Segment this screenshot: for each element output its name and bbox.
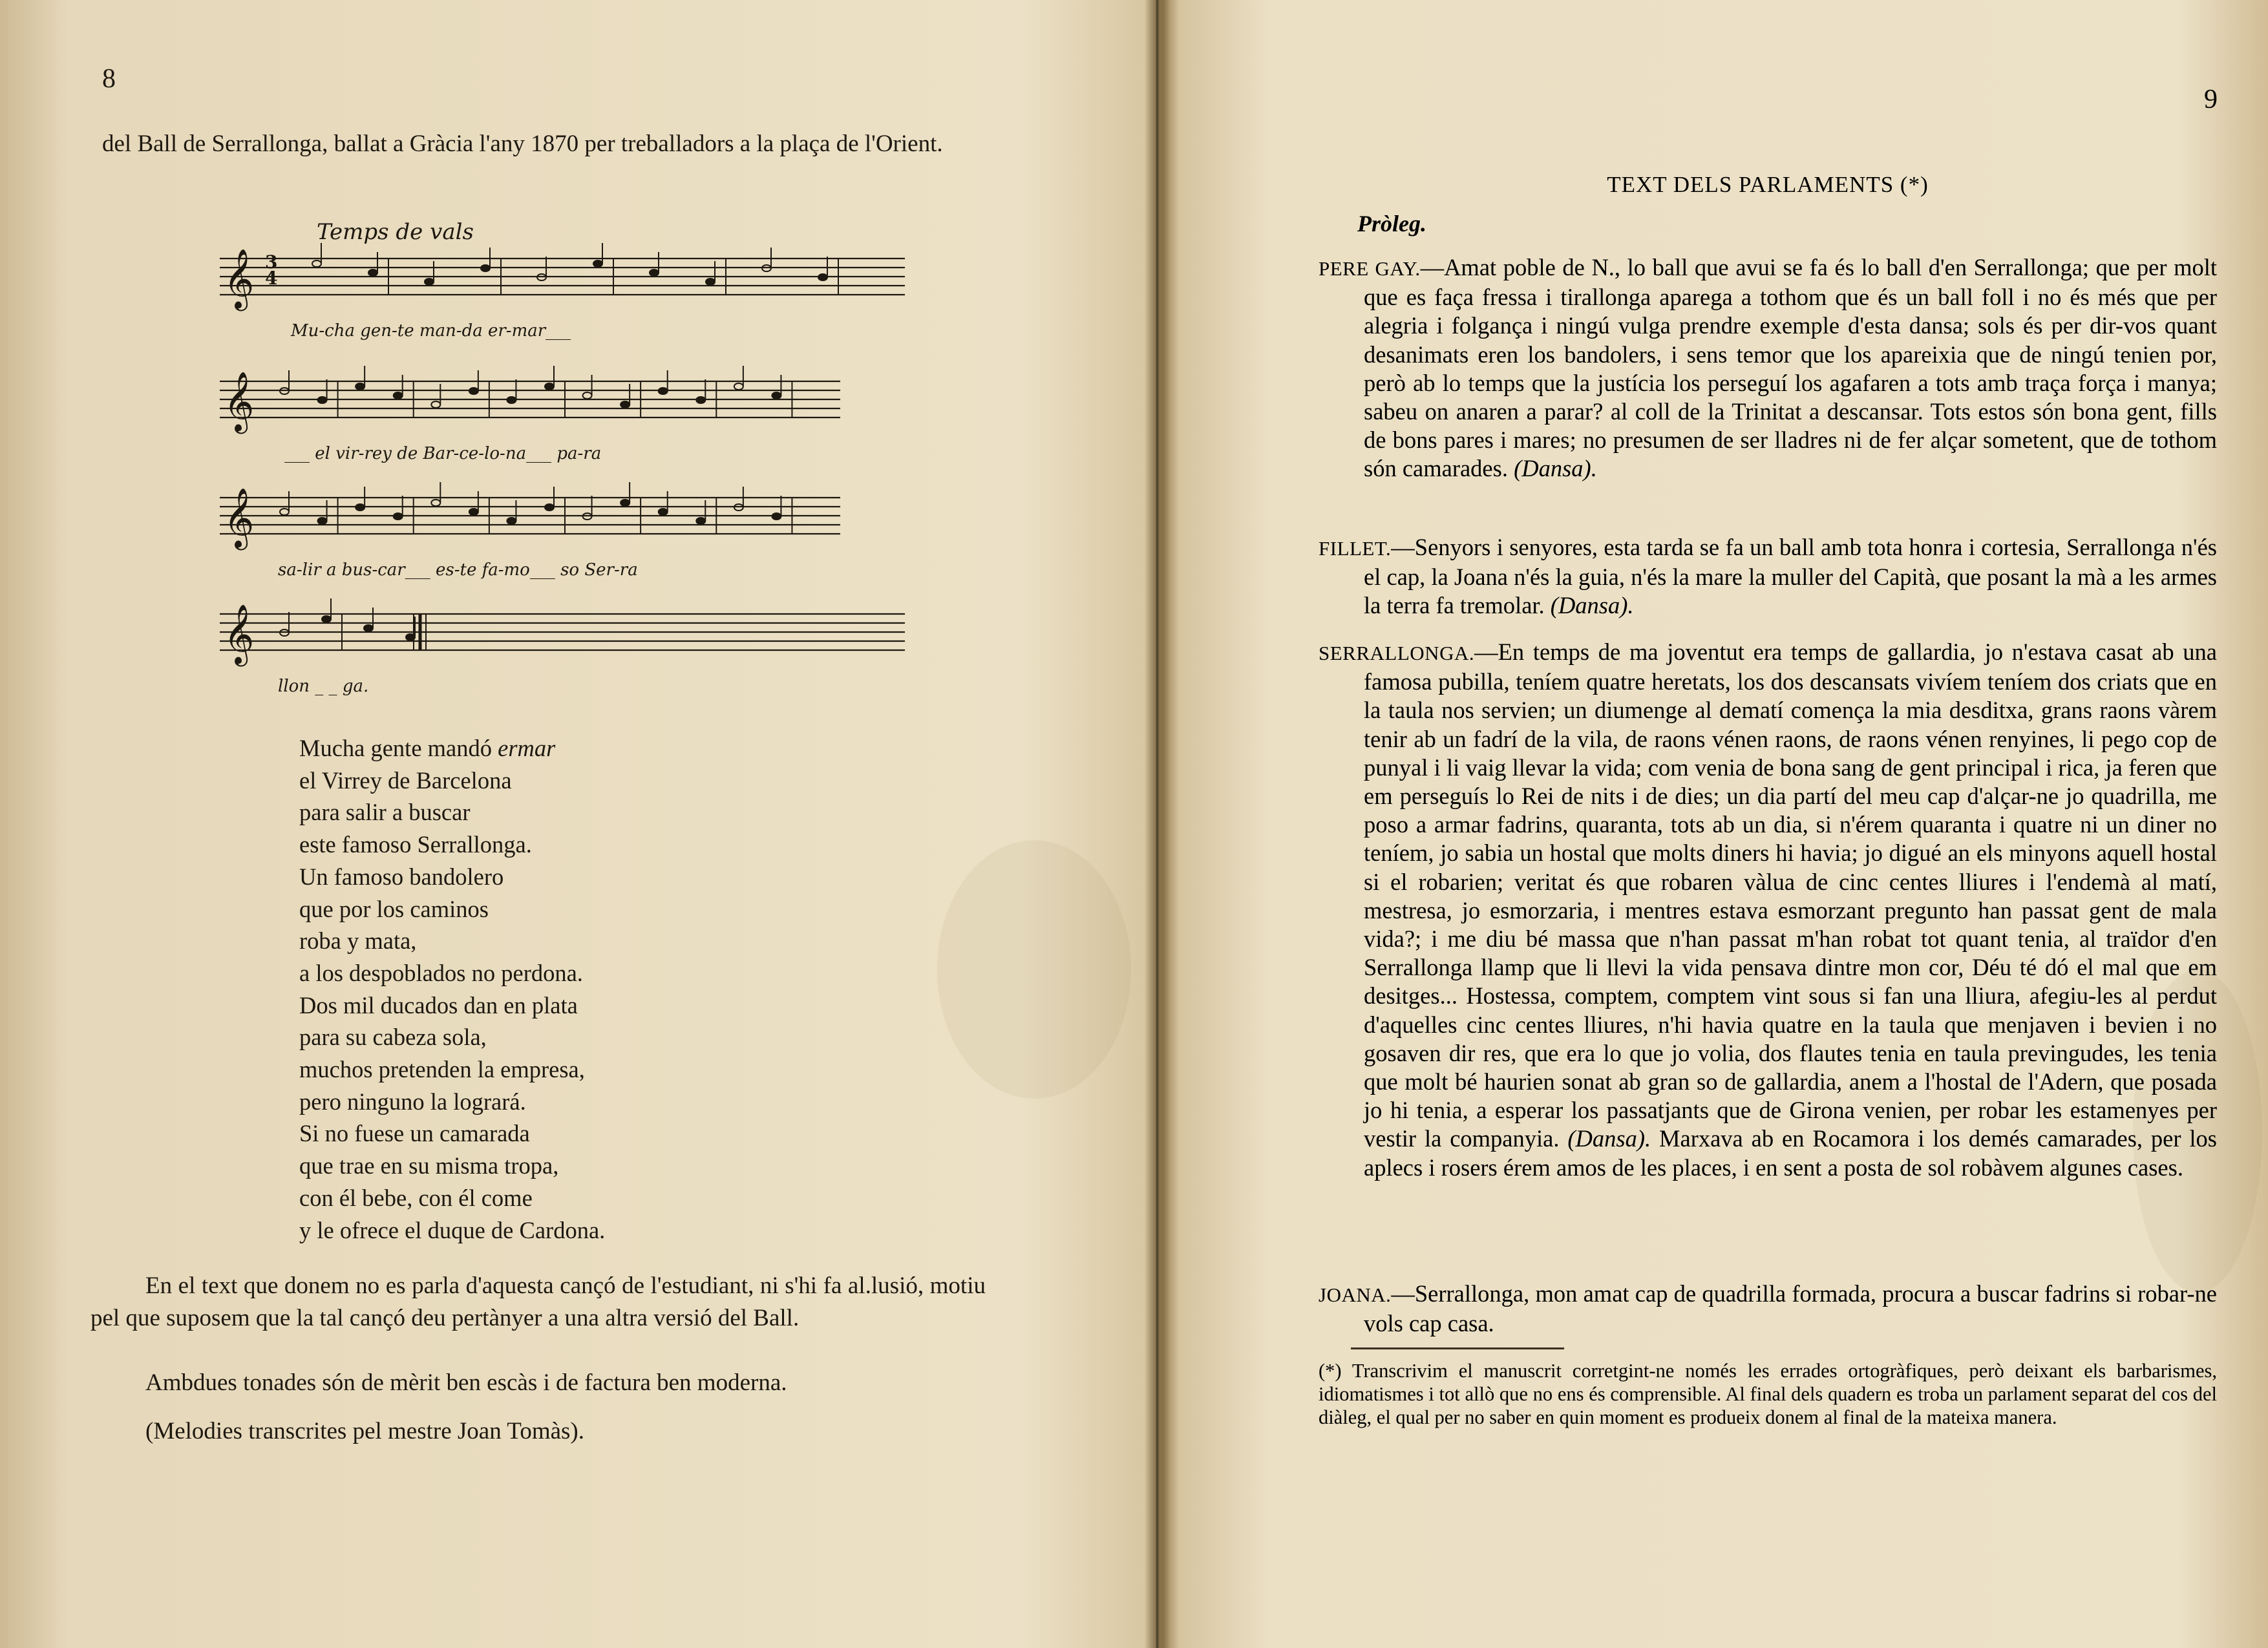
stage-direction: (Dansa).	[1567, 1125, 1651, 1152]
verse-line: que trae en su misma tropa,	[299, 1152, 559, 1179]
note-head	[696, 397, 705, 403]
note-head	[620, 500, 630, 506]
speaker-name: SERRALLONGA.	[1319, 642, 1475, 664]
footnote-divider	[1351, 1347, 1564, 1349]
verse-line: este famoso Serrallonga.	[299, 831, 532, 858]
verse-line: con él bebe, con él come	[299, 1184, 533, 1211]
note-head	[583, 392, 592, 399]
transcription-credit: (Melodies transcrites pel mestre Joan Tomàs).	[145, 1418, 584, 1444]
note-head	[650, 269, 659, 276]
note-head	[322, 616, 331, 622]
lyric-line: sa-lir a bus-car___ es-te fa-mo___ so Ser-ra	[278, 560, 638, 580]
note-head	[818, 274, 827, 280]
verse-line: pero ninguno la logrará.	[299, 1088, 526, 1115]
intro-text: del Ball de Serrallonga, ballat a Gràcia l'any 1870 per treballadors a la plaça de l'Orient.	[102, 131, 943, 157]
note-head	[431, 500, 440, 506]
note-head	[659, 388, 668, 394]
note-head	[469, 509, 478, 515]
prologue-title: Pròleg.	[1357, 211, 1426, 237]
page-number: 9	[2204, 85, 2218, 114]
treble-clef-icon: 𝄞	[224, 604, 255, 664]
verse-line: a los despoblados no perdona.	[299, 959, 583, 986]
speech-text: —Senyors i senyores, esta tarda se fa un ball amb tota honra i cortesia, Serrallonga n'és el cap, la Joana n'és la guia, n'és la mare la muller del Capità, que posant la mà a les armes la terra fa tremolar.	[1364, 534, 2217, 619]
verse-line: para salir a buscar	[299, 799, 471, 826]
note-head	[469, 388, 478, 394]
note-head	[620, 401, 630, 408]
lyric-line: ___ el vir-rey de Bar-ce-lo-na___ pa-ra	[284, 444, 602, 463]
note-head	[481, 265, 490, 271]
note-head	[280, 509, 289, 515]
body-paragraph: Ambdues tonades són de mèrit ben escàs i de factura ben moderna.	[145, 1369, 787, 1396]
speech-text: —Serrallonga, mon amat cap de quadrilla formada, procura a buscar fadrins si robar-ne vols cap casa.	[1364, 1280, 2217, 1337]
speech-text: —Amat poble de N., lo ball que avui se fa és lo ball d'en Serrallonga; que per molt que es faça fressa i tirallonga aparega a tothom que és un ball foll i no és més que per alegria i folgança i ningú vulga prendre exemple d'esta dansa; sols és per dir-vos quant desanimats eren los bandolers, i sens temor que los apareixia que de ningú tenien por, però ab lo temps que la justícia los perseguí los agafaren a tots amb traça força i manya; sabeu on anaren a parar? al coll de la Trinitat a descansar. Tots estos són bona gent, fills de bons pares i mares; no presumen de ser lladres ni de fer alçar sometent, que de tothom són camarades.	[1364, 254, 2218, 482]
note-head	[659, 509, 668, 515]
verse-line: roba y mata,	[299, 927, 417, 955]
note-head	[507, 518, 516, 524]
treble-clef-icon: 𝄞	[224, 487, 255, 547]
tempo-marking: Temps de vals	[317, 219, 474, 245]
lyric-line: Mu-cha gen-te man-da er-mar___	[291, 321, 571, 341]
time-signature: 4	[265, 268, 278, 289]
song-verse	[299, 732, 605, 1246]
note-head	[355, 504, 365, 511]
stage-direction: (Dansa).	[1550, 592, 1634, 619]
speaker-name: PERE GAY.	[1319, 257, 1421, 280]
speech-joana	[1319, 1280, 2217, 1338]
note-head	[355, 383, 365, 390]
note-head	[394, 392, 403, 399]
speech-serrallonga	[1319, 638, 2217, 1182]
body-paragraph: En el text que donem no es parla d'aquesta cançó de l'estudiant, ni s'hi fa al.lusió, motiu pel que suposem que la tal cançó deu pertànyer a una altra versió del Ball.	[90, 1273, 986, 1331]
speaker-name: JOANA.	[1319, 1284, 1392, 1306]
music-score	[200, 213, 911, 711]
note-head	[706, 279, 715, 285]
note-head	[545, 383, 554, 390]
note-head	[312, 260, 321, 267]
note-head	[593, 260, 602, 267]
section-heading: TEXT DELS PARLAMENTS (*)	[1607, 172, 1929, 197]
verse-line: muchos pretenden la empresa,	[299, 1056, 585, 1083]
note-head	[772, 513, 781, 520]
note-head	[318, 518, 327, 524]
footnote: (*) Transcrivim el manuscrit corretgint-ne només les errades ortogràfiques, però deixant els barbarismes, idiomatismes i tot allò que no ens és comprensible. Al final dels quadern es troba un parlament separat del cos del diàleg, el qual per no saber en quin moment es produeix donem al final de la mateixa manera.	[1319, 1360, 2217, 1428]
note-head	[425, 279, 434, 285]
note-head	[431, 401, 440, 408]
note-head	[772, 392, 781, 399]
note-head	[545, 504, 554, 511]
speech-text: —En temps de ma joventut era temps de gallardia, jo n'estava casat ab una famosa pubilla, teníem quatre heretats, los dos descansats vivíem teníem dos criats que en la taula nos servien; un diumenge al dematí comença la mia desditxa, grans raons vàrem tenir ab un fadrí de la vila, de raons vénen raons, de raons vénen renyines, li pego cop de punyal i li vaig llevar la vida; com venia de bona sang de gent principal i rica, ja feren que em perseguís lo Rei de nits i de dies; un dia partí del meu cap d'alçar-ne jo quadrilla, me poso a armar fadrins, quaranta, tots ab un dia, si n'érem quaranta i quatre ni un diner no teníem, jo sabia un hostal que molts diners hi havia; jo digué an els minyons aquell hostal si el robarien; veritat és que robaren vàlua de cinc centes lliures i l'endemà al matí, mestresa, jo esmorzaria, i mentres estava esmorzant pregunto han passat gent de mala vida?; i me diu bé massa que n'han passat m'han robat tot quant tenia, al traïdor d'en Serrallonga llamp que li llevi la vida pensava dintre mon cor, Déu té dó el mal que em desitges... Hostessa, comptem, comptem vint sous si fan una lliura, afegiu-les al perdut d'aquelles cinc centes lliures, n'hi havia quatre en la taula que menjaven i bevien i no gosaven dir res, que era lo que jo volia, dos flautes tenia en taula previngudes, les tenia que molt bé haurien sonat ab gran so de gallardia, anem a l'hostal de l'Adern, que posada jo hi tenia, a esperar los passatjants que de Girona venien, per robar les estamenyes per vestir la companyia.	[1364, 639, 2217, 1152]
note-head	[507, 397, 516, 403]
verse-line: que por los caminos	[299, 895, 489, 922]
speech-pere-gay	[1319, 253, 2217, 483]
note-head	[368, 269, 377, 276]
verse-line: Si no fuese un camarada	[299, 1120, 530, 1147]
stage-direction: (Dansa).	[1514, 455, 1597, 482]
note-head	[394, 513, 403, 520]
speech-fillet	[1319, 533, 2217, 620]
verse-line: Mucha gente mandó ermar	[299, 735, 556, 761]
speaker-name: FILLET.	[1319, 537, 1392, 560]
time-signature: 3	[265, 251, 278, 273]
note-head	[364, 625, 373, 631]
verse-line: y le ofrece el duque de Cardona.	[299, 1216, 606, 1243]
page-number: 8	[102, 64, 116, 94]
verse-line: el Virrey de Barcelona	[299, 766, 512, 794]
verse-line: Un famoso bandolero	[299, 863, 504, 890]
lyric-line: llon _ _ ga.	[278, 677, 369, 696]
treble-clef-icon: 𝄞	[224, 371, 255, 431]
verse-line: Dos mil ducados dan en plata	[299, 991, 578, 1019]
verse-line: para su cabeza sola,	[299, 1024, 487, 1051]
note-head	[696, 518, 705, 524]
treble-clef-icon: 𝄞	[224, 248, 255, 308]
speech-text: Marxava ab en Rocamora i los demés camarades, per los aplecs i rosers érem amos de les places, i en sent a posta de sol robàvem algunes cases.	[1364, 1125, 2218, 1181]
note-head	[318, 397, 327, 403]
note-head	[734, 383, 743, 390]
